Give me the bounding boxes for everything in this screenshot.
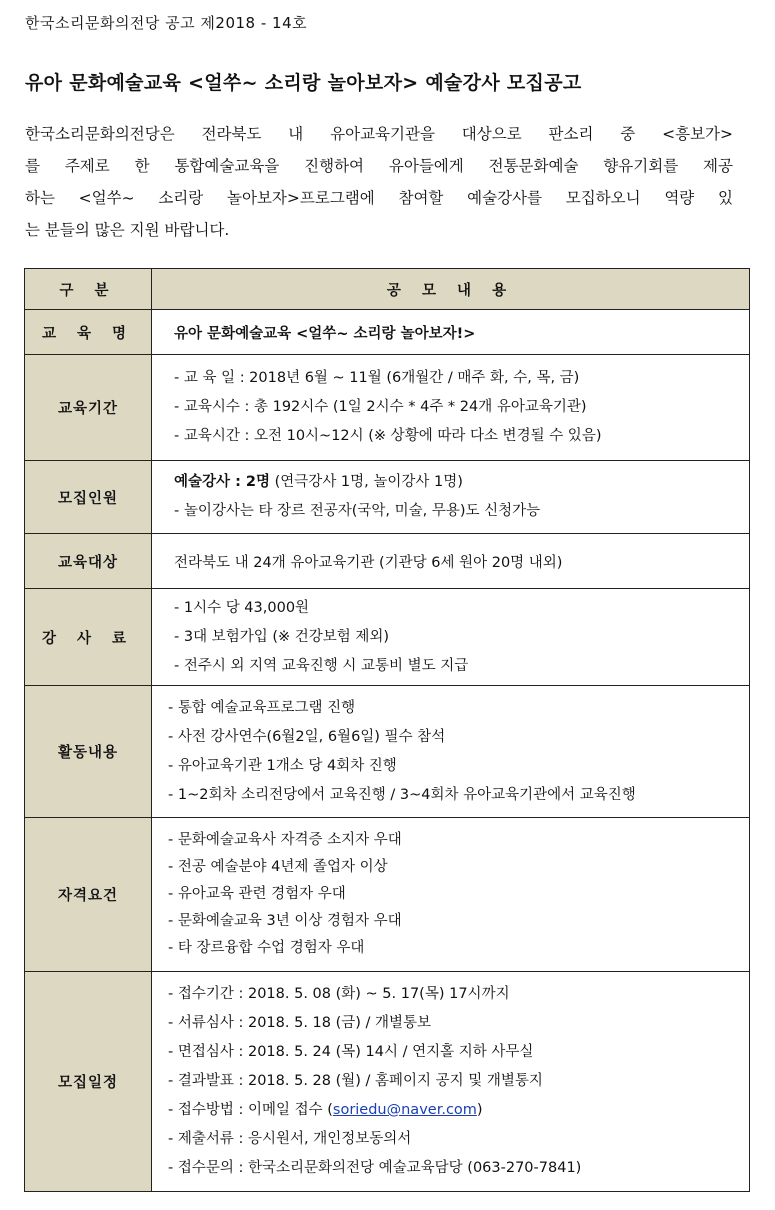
activity-line: - 통합 예술교육프로그램 진행 xyxy=(168,699,356,716)
recruitment-table xyxy=(24,268,750,1192)
activity-line: - 1~2회차 소리전당에서 교육진행 / 3~4회차 유아교육기관에서 교육진행 xyxy=(168,786,636,803)
period-time-line: - 교육시간 : 오전 10시~12시 (※ 상황에 따라 다소 변경될 수 있음) xyxy=(174,428,602,444)
table-header-row xyxy=(25,269,750,310)
intro-line: 를 주제로 한 통합예술교육을 진행하여 유아들에게 전통문화예술 향유기회를 제공 xyxy=(25,157,733,175)
row-label-fee: 강 사 료 xyxy=(25,589,152,686)
row-value-target: 전라북도 내 24개 유아교육기관 (기관당 6세 원아 20명 내외) xyxy=(152,534,750,589)
table-row xyxy=(25,818,750,972)
schedule-line: - 서류심사 : 2018. 5. 18 (금) / 개별통보 xyxy=(168,1015,432,1031)
intro-paragraph xyxy=(25,118,733,246)
row-label-recruit: 모집인원 xyxy=(25,461,152,534)
table-row xyxy=(25,589,750,686)
schedule-line: - 제출서류 : 응시원서, 개인정보동의서 xyxy=(168,1131,412,1147)
qualification-line: - 문화예술교육사 자격증 소지자 우대 xyxy=(168,832,402,848)
schedule-line: - 면접심사 : 2018. 5. 24 (목) 14시 / 연지홀 지하 사무실 xyxy=(168,1044,534,1060)
schedule-line: - 결과발표 : 2018. 5. 28 (월) / 홈페이지 공지 및 개별통지 xyxy=(168,1073,543,1089)
notice-number: 한국소리문화의전당 공고 제2018 - 14호 xyxy=(25,14,308,32)
qualification-line: - 문화예술교육 3년 이상 경험자 우대 xyxy=(168,913,402,929)
intro-line: 한국소리문화의전당은 전라북도 내 유아교육기관을 대상으로 판소리 중 <흥보가> xyxy=(25,125,733,143)
header-category: 구 분 xyxy=(25,269,152,310)
recruit-count-line xyxy=(174,468,749,497)
row-value-period xyxy=(152,355,750,461)
page-title: 유아 문화예술교육 <얼쑤~ 소리랑 놀아보자> 예술강사 모집공고 xyxy=(25,72,582,94)
activity-line: - 사전 강사연수(6월2일, 6월6일) 필수 참석 xyxy=(168,728,446,745)
row-label-qualification: 자격요건 xyxy=(25,818,152,972)
table-row xyxy=(25,972,750,1192)
recruit-count-bold: 예술강사 : 2명 xyxy=(174,474,271,490)
fee-line: - 전주시 외 지역 교육진행 시 교통비 별도 지급 xyxy=(174,657,469,674)
row-value-recruit xyxy=(152,461,750,534)
activity-line: - 유아교육기관 1개소 당 4회차 진행 xyxy=(168,757,397,774)
qualification-line: - 전공 예술분야 4년제 졸업자 이상 xyxy=(168,859,388,875)
row-value-fee xyxy=(152,589,750,686)
row-value-activity xyxy=(152,686,750,818)
table-row xyxy=(25,310,750,355)
schedule-line: - 접수문의 : 한국소리문화의전당 예술교육담당 (063-270-7841) xyxy=(168,1160,582,1176)
row-label-period: 교육기간 xyxy=(25,355,152,461)
row-label-target: 교육대상 xyxy=(25,534,152,589)
row-label-activity: 활동내용 xyxy=(25,686,152,818)
fee-line: - 3대 보험가입 (※ 건강보험 제외) xyxy=(174,628,390,645)
qualification-line: - 유아교육 관련 경험자 우대 xyxy=(168,886,346,902)
table-row xyxy=(25,686,750,818)
method-suffix: ) xyxy=(476,1102,483,1118)
table-row xyxy=(25,534,750,589)
fee-line: - 1시수 당 43,000원 xyxy=(174,599,310,616)
intro-line: 하는 <얼쑤~ 소리랑 놀아보자>프로그램에 참여할 예술강사를 모집하오니 역량 있 xyxy=(25,189,733,207)
row-label-edu-name: 교 육 명 xyxy=(25,310,152,355)
email-link[interactable]: soriedu@naver.com xyxy=(332,1102,477,1118)
schedule-line: - 접수기간 : 2018. 5. 08 (화) ~ 5. 17(목) 17시까지 xyxy=(168,986,510,1002)
row-value-edu-name: 유아 문화예술교육 <얼쑤~ 소리랑 놀아보자!> xyxy=(152,310,750,355)
table-row xyxy=(25,355,750,461)
row-value-qualification xyxy=(152,818,750,972)
recruit-note-line: - 놀이강사는 타 장르 전공자(국악, 미술, 무용)도 신청가능 xyxy=(174,503,541,519)
row-label-schedule: 모집일정 xyxy=(25,972,152,1192)
qualification-line: - 타 장르융합 수업 경험자 우대 xyxy=(168,940,365,956)
period-hours-line: - 교육시수 : 총 192시수 (1일 2시수 * 4주 * 24개 유아교육기관) xyxy=(174,399,587,415)
header-content: 공 모 내 용 xyxy=(152,269,750,310)
table-row xyxy=(25,461,750,534)
period-date-line: - 교 육 일 : 2018년 6월 ~ 11월 (6개월간 / 매주 화, 수, 목, 금) xyxy=(174,370,580,386)
recruit-count-detail: (연극강사 1명, 놀이강사 1명) xyxy=(270,474,463,490)
intro-line: 는 분들의 많은 지원 바랍니다. xyxy=(25,221,230,239)
row-value-schedule xyxy=(152,972,750,1192)
schedule-method-line xyxy=(168,1096,749,1125)
method-prefix: - 접수방법 : 이메일 접수 ( xyxy=(168,1102,333,1118)
